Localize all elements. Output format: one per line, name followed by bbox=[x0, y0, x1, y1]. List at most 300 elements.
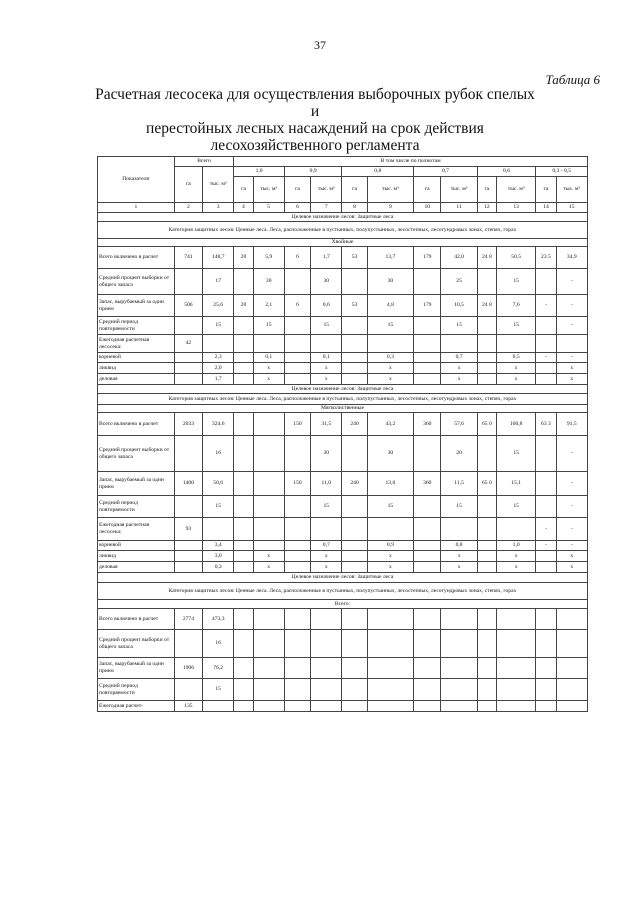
table-cell bbox=[477, 317, 496, 335]
table-cell: х bbox=[367, 562, 413, 573]
table-cell: х bbox=[367, 551, 413, 562]
title-line: Расчетная лесосека для осуществления выборочных рубок спелых и bbox=[95, 86, 535, 120]
table-cell bbox=[234, 353, 253, 363]
table-row bbox=[98, 551, 588, 562]
row-label: Средний период повторяемости bbox=[98, 679, 175, 701]
table-cell: 0,1 bbox=[253, 353, 284, 363]
table-cell: 5,9 bbox=[253, 247, 284, 269]
table-title bbox=[90, 86, 540, 154]
table-cell bbox=[253, 658, 284, 679]
table-cell: х bbox=[441, 551, 477, 562]
table-cell: 0,1 bbox=[311, 353, 342, 363]
table-cell: 15 bbox=[253, 317, 284, 335]
table-cell bbox=[496, 679, 535, 701]
table-cell: 0,9 bbox=[367, 541, 413, 551]
header-indicators: Показатели bbox=[98, 157, 175, 203]
table-cell: 13,7 bbox=[367, 247, 413, 269]
table-cell: 240 bbox=[342, 472, 367, 496]
table-cell: 2,0 bbox=[203, 363, 234, 374]
header-density: 0,9 bbox=[284, 167, 342, 177]
table-row bbox=[98, 335, 588, 353]
table-cell: 2774 bbox=[174, 609, 202, 630]
row-label: корневой bbox=[98, 353, 175, 363]
table-cell bbox=[174, 436, 202, 472]
table-cell bbox=[234, 701, 253, 712]
table-cell bbox=[414, 701, 441, 712]
table-cell: - bbox=[556, 472, 587, 496]
row-label: Ежегодная расчет- bbox=[98, 701, 175, 712]
table-cell bbox=[174, 562, 202, 573]
table-cell bbox=[311, 701, 342, 712]
table-row bbox=[98, 701, 588, 712]
table-cell: 25,6 bbox=[203, 295, 234, 317]
table-cell bbox=[284, 269, 310, 295]
table-cell: 25 bbox=[441, 269, 477, 295]
table-cell bbox=[441, 609, 477, 630]
table-cell bbox=[477, 541, 496, 551]
column-number: 9 bbox=[367, 203, 413, 213]
table-cell: - bbox=[556, 518, 587, 541]
table-cell: 6 bbox=[284, 247, 310, 269]
table-cell: 473,3 bbox=[203, 609, 234, 630]
table-cell bbox=[284, 363, 310, 374]
table-row bbox=[98, 317, 588, 335]
table-cell bbox=[342, 658, 367, 679]
table-cell: 50,5 bbox=[496, 247, 535, 269]
table-cell: х bbox=[441, 363, 477, 374]
table-cell bbox=[536, 658, 556, 679]
table-cell: 240 bbox=[342, 413, 367, 436]
table-cell: 0,3 bbox=[203, 562, 234, 573]
table-cell bbox=[496, 658, 535, 679]
table-cell bbox=[253, 436, 284, 472]
table-cell: 15 bbox=[203, 679, 234, 701]
table-cell: 0,3 bbox=[367, 353, 413, 363]
table-cell bbox=[477, 630, 496, 658]
row-label: Всего включено в расчет bbox=[98, 413, 175, 436]
table-cell bbox=[414, 496, 441, 518]
table-cell bbox=[284, 335, 310, 353]
table-cell: 50,6 bbox=[203, 472, 234, 496]
table-cell bbox=[441, 518, 477, 541]
section-purpose: Целевое назначение лесов: Защитные леса bbox=[98, 573, 588, 583]
header-unit: тыс. м³ bbox=[556, 177, 587, 203]
table-cell: 15,1 bbox=[496, 472, 535, 496]
column-number: 10 bbox=[414, 203, 441, 213]
table-row bbox=[98, 679, 588, 701]
table-cell: 24 8 bbox=[477, 247, 496, 269]
table-cell bbox=[234, 609, 253, 630]
table-cell: 15 bbox=[367, 496, 413, 518]
table-cell bbox=[234, 562, 253, 573]
header-unit: га bbox=[342, 177, 367, 203]
table-cell bbox=[311, 658, 342, 679]
table-cell: 42 bbox=[174, 335, 202, 353]
table-cell bbox=[234, 679, 253, 701]
header-unit: тыс. м³ bbox=[367, 177, 413, 203]
table-cell: х bbox=[556, 562, 587, 573]
table-cell: 20 bbox=[234, 295, 253, 317]
table-cell bbox=[234, 335, 253, 353]
table-cell bbox=[477, 496, 496, 518]
page-number: 37 bbox=[314, 38, 326, 52]
table-row bbox=[98, 496, 588, 518]
table-cell bbox=[477, 551, 496, 562]
table-cell bbox=[477, 609, 496, 630]
section-category: Категория защитных лесов: Ценные леса. Леса, расположенные в пустынных, полупустынных, лесостепных, лесотундровых зонах, степях, горах bbox=[98, 394, 588, 405]
table-cell bbox=[253, 630, 284, 658]
table-cell: - bbox=[556, 436, 587, 472]
header-density: 1,0 bbox=[234, 167, 285, 177]
table-cell: 741 bbox=[174, 247, 202, 269]
table-cell bbox=[284, 436, 310, 472]
table-cell bbox=[174, 551, 202, 562]
header-density: 0,8 bbox=[342, 167, 414, 177]
table-cell: 30 bbox=[311, 436, 342, 472]
table-cell bbox=[536, 317, 556, 335]
table-cell bbox=[367, 630, 413, 658]
table-cell bbox=[536, 472, 556, 496]
table-cell: х bbox=[253, 363, 284, 374]
table-cell bbox=[477, 436, 496, 472]
row-label: деловая bbox=[98, 374, 175, 385]
row-label: Запас, вырубаемый за один прием bbox=[98, 472, 175, 496]
section-category: Категория защитных лесов: Ценные леса. Леса, расположенные в пустынных, полупустынных, лесостепных, лесотундровых зонах, степях, горах bbox=[98, 222, 588, 239]
table-row bbox=[98, 541, 588, 551]
table-cell bbox=[253, 496, 284, 518]
table-cell: 2,1 bbox=[253, 295, 284, 317]
table-cell: 1,7 bbox=[311, 247, 342, 269]
table-cell bbox=[234, 269, 253, 295]
table-cell: 0,5 bbox=[496, 353, 535, 363]
table-cell: 15 bbox=[496, 496, 535, 518]
table-cell bbox=[253, 472, 284, 496]
table-cell: 3,4 bbox=[203, 541, 234, 551]
header-unit: га bbox=[414, 177, 441, 203]
table-cell: 31,5 bbox=[311, 413, 342, 436]
table-cell bbox=[477, 701, 496, 712]
table-cell: 2033 bbox=[174, 413, 202, 436]
column-number: 14 bbox=[536, 203, 556, 213]
table-cell: 10,5 bbox=[441, 295, 477, 317]
table-cell: 150 bbox=[284, 472, 310, 496]
table-cell: 150 bbox=[284, 413, 310, 436]
table-cell: 53 bbox=[342, 295, 367, 317]
table-cell bbox=[342, 541, 367, 551]
table-cell: х bbox=[367, 363, 413, 374]
table-cell bbox=[414, 269, 441, 295]
table-row bbox=[98, 630, 588, 658]
column-number: 13 bbox=[496, 203, 535, 213]
table-cell: х bbox=[311, 562, 342, 573]
table-cell bbox=[253, 518, 284, 541]
table-cell: 20 bbox=[441, 436, 477, 472]
table-cell bbox=[441, 630, 477, 658]
table-row bbox=[98, 247, 588, 269]
table-cell: - bbox=[536, 295, 556, 317]
table-cell: 30 bbox=[367, 436, 413, 472]
column-number: 6 bbox=[284, 203, 310, 213]
section-group: Хвойные bbox=[98, 239, 588, 247]
table-cell bbox=[496, 609, 535, 630]
header-unit: га bbox=[174, 167, 202, 203]
table-cell: 30 bbox=[367, 269, 413, 295]
table-cell bbox=[234, 472, 253, 496]
column-number: 1 bbox=[98, 203, 175, 213]
table-cell bbox=[342, 630, 367, 658]
column-number-row bbox=[98, 203, 588, 213]
table-cell bbox=[496, 701, 535, 712]
table-cell bbox=[342, 269, 367, 295]
table-cell: 135 bbox=[174, 701, 202, 712]
table-cell: 16 bbox=[203, 436, 234, 472]
table-row bbox=[98, 436, 588, 472]
row-label: корневой bbox=[98, 541, 175, 551]
table-cell bbox=[253, 413, 284, 436]
column-number: 15 bbox=[556, 203, 587, 213]
table-cell bbox=[536, 609, 556, 630]
table-row bbox=[98, 518, 588, 541]
table-cell: 11,0 bbox=[311, 472, 342, 496]
table-cell bbox=[441, 701, 477, 712]
table-cell bbox=[284, 679, 310, 701]
table-cell bbox=[414, 562, 441, 573]
table-cell bbox=[367, 609, 413, 630]
table-cell: 179 bbox=[414, 295, 441, 317]
table-header bbox=[98, 157, 588, 213]
table-cell bbox=[174, 496, 202, 518]
table-cell bbox=[556, 701, 587, 712]
table-row bbox=[98, 269, 588, 295]
table-cell: 34,9 bbox=[556, 247, 587, 269]
table-cell: 15 bbox=[367, 317, 413, 335]
table-cell: х bbox=[556, 363, 587, 374]
table-cell bbox=[536, 562, 556, 573]
table-cell bbox=[253, 701, 284, 712]
table-cell bbox=[414, 551, 441, 562]
table-cell bbox=[414, 630, 441, 658]
header-incl: В том числе по полнотам bbox=[234, 157, 588, 167]
table-cell bbox=[367, 658, 413, 679]
table-cell bbox=[284, 317, 310, 335]
header-unit: тыс. м³ bbox=[253, 177, 284, 203]
table-cell bbox=[234, 317, 253, 335]
table-cell bbox=[414, 609, 441, 630]
row-label: Средний процент выборки от общего запаса bbox=[98, 436, 175, 472]
table-cell bbox=[536, 630, 556, 658]
table-cell: 179 bbox=[414, 247, 441, 269]
section-category: Категория защитных лесов: Ценные леса. Леса, расположенные в пустынных, полупустынных, лесостепных, лесотундровых зонах, степях, горах bbox=[98, 583, 588, 600]
table-cell bbox=[342, 679, 367, 701]
table-cell: 7,6 bbox=[496, 295, 535, 317]
table-cell: 15 bbox=[203, 317, 234, 335]
table-cell bbox=[174, 353, 202, 363]
table-cell bbox=[342, 317, 367, 335]
table-cell: 0,7 bbox=[311, 541, 342, 551]
table-cell: х bbox=[367, 374, 413, 385]
table-cell: 11,5 bbox=[441, 472, 477, 496]
table-cell: 42,0 bbox=[441, 247, 477, 269]
table-cell bbox=[477, 353, 496, 363]
row-label: Средний период повторяемости bbox=[98, 496, 175, 518]
table-cell: 0,7 bbox=[441, 353, 477, 363]
table-cell bbox=[342, 562, 367, 573]
table-cell bbox=[234, 658, 253, 679]
row-label: Всего включено в расчет bbox=[98, 609, 175, 630]
table-cell: - bbox=[536, 541, 556, 551]
table-cell bbox=[311, 630, 342, 658]
table-cell bbox=[477, 269, 496, 295]
table-cell bbox=[536, 436, 556, 472]
row-label: деловая bbox=[98, 562, 175, 573]
header-unit: га bbox=[284, 177, 310, 203]
column-number: 2 bbox=[174, 203, 202, 213]
table-cell bbox=[414, 353, 441, 363]
table-cell bbox=[536, 363, 556, 374]
table-cell bbox=[311, 679, 342, 701]
table-cell: - bbox=[556, 541, 587, 551]
table-row bbox=[98, 353, 588, 363]
table-cell: 15 bbox=[496, 436, 535, 472]
table-cell bbox=[496, 630, 535, 658]
row-label: ликвид bbox=[98, 363, 175, 374]
table-cell bbox=[284, 658, 310, 679]
table-cell bbox=[536, 496, 556, 518]
table-cell: 148,7 bbox=[203, 247, 234, 269]
table-cell bbox=[234, 518, 253, 541]
table-cell: 13,0 bbox=[367, 472, 413, 496]
table-cell: 1,0 bbox=[496, 541, 535, 551]
column-number: 12 bbox=[477, 203, 496, 213]
table-cell: х bbox=[496, 363, 535, 374]
table-row bbox=[98, 295, 588, 317]
table-cell bbox=[414, 436, 441, 472]
column-number: 11 bbox=[441, 203, 477, 213]
table-cell bbox=[284, 609, 310, 630]
table-cell: 93 bbox=[174, 518, 202, 541]
table-cell bbox=[174, 374, 202, 385]
table-cell: 15 bbox=[441, 496, 477, 518]
table-cell: 30 bbox=[311, 269, 342, 295]
table-row bbox=[98, 472, 588, 496]
table-cell: 360 bbox=[414, 413, 441, 436]
header-unit: тыс. м³ bbox=[203, 167, 234, 203]
table-cell: 2,3 bbox=[203, 353, 234, 363]
table-cell: 3,0 bbox=[203, 551, 234, 562]
table-cell bbox=[477, 658, 496, 679]
table-cell: 100,8 bbox=[496, 413, 535, 436]
header-unit: га bbox=[234, 177, 253, 203]
header-density: 0,3 - 0,5 bbox=[536, 167, 588, 177]
table-cell bbox=[174, 630, 202, 658]
table-cell bbox=[342, 518, 367, 541]
table-cell bbox=[477, 679, 496, 701]
table-cell bbox=[342, 374, 367, 385]
header-unit: тыс. м³ bbox=[311, 177, 342, 203]
table-cell bbox=[414, 363, 441, 374]
table-cell bbox=[174, 363, 202, 374]
table-cell: 24 8 bbox=[477, 295, 496, 317]
table-cell bbox=[477, 374, 496, 385]
table-cell: 0,8 bbox=[441, 541, 477, 551]
table-cell bbox=[174, 679, 202, 701]
table-cell: - bbox=[536, 518, 556, 541]
table-cell: 63 3 bbox=[536, 413, 556, 436]
table-cell: - bbox=[536, 353, 556, 363]
table-cell bbox=[536, 701, 556, 712]
table-cell bbox=[342, 363, 367, 374]
table-cell: 17 bbox=[203, 269, 234, 295]
table-cell bbox=[311, 609, 342, 630]
table-cell: 1,7 bbox=[203, 374, 234, 385]
table-cell: 57,6 bbox=[441, 413, 477, 436]
table-cell bbox=[414, 679, 441, 701]
header-unit: тыс. м³ bbox=[441, 177, 477, 203]
table-cell: 15 bbox=[203, 496, 234, 518]
table-cell bbox=[536, 551, 556, 562]
table-cell bbox=[174, 541, 202, 551]
table-cell: - bbox=[556, 317, 587, 335]
table-cell: х bbox=[496, 551, 535, 562]
table-cell: 0,6 bbox=[311, 295, 342, 317]
row-label: Средний процент выборки от общего запаса bbox=[98, 630, 175, 658]
table-cell bbox=[284, 630, 310, 658]
table-cell bbox=[253, 335, 284, 353]
header-unit: га bbox=[536, 177, 556, 203]
table-cell bbox=[174, 317, 202, 335]
table-cell: 324,6 bbox=[203, 413, 234, 436]
table-label: Таблица 6 bbox=[545, 72, 600, 87]
table-cell bbox=[477, 363, 496, 374]
table-cell: 15 bbox=[311, 317, 342, 335]
table-cell bbox=[414, 374, 441, 385]
table-cell bbox=[174, 269, 202, 295]
table-cell: - bbox=[556, 295, 587, 317]
header-total: Всего bbox=[174, 157, 234, 167]
table-cell bbox=[556, 630, 587, 658]
column-number: 4 bbox=[234, 203, 253, 213]
table-cell bbox=[414, 541, 441, 551]
header-density: 0,6 bbox=[477, 167, 536, 177]
table-cell bbox=[253, 609, 284, 630]
table-cell bbox=[556, 609, 587, 630]
table-cell: х bbox=[496, 562, 535, 573]
table-cell bbox=[414, 658, 441, 679]
table-cell: х bbox=[311, 363, 342, 374]
row-label: ликвид bbox=[98, 551, 175, 562]
table-cell: 15 bbox=[441, 317, 477, 335]
table-row bbox=[98, 363, 588, 374]
table-cell: 53 bbox=[342, 247, 367, 269]
table-cell: х bbox=[441, 562, 477, 573]
table-cell bbox=[234, 413, 253, 436]
table-cell: х bbox=[556, 374, 587, 385]
table-cell bbox=[284, 562, 310, 573]
table-cell bbox=[536, 335, 556, 353]
table-cell: 16 bbox=[203, 630, 234, 658]
table-cell bbox=[342, 436, 367, 472]
table-cell bbox=[367, 679, 413, 701]
row-label: Запас, вырубаемый за один прием bbox=[98, 295, 175, 317]
table-cell bbox=[311, 335, 342, 353]
table-cell bbox=[477, 518, 496, 541]
section-group: Мягколиственные bbox=[98, 405, 588, 413]
table-cell: - bbox=[556, 353, 587, 363]
row-label: Запас, вырубаемый за один прием bbox=[98, 658, 175, 679]
table-row bbox=[98, 609, 588, 630]
table-cell bbox=[496, 518, 535, 541]
table-cell: - bbox=[556, 496, 587, 518]
